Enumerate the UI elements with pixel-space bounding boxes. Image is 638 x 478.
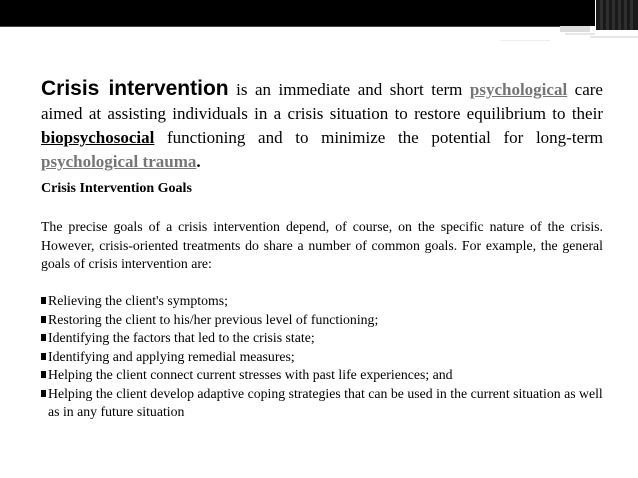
- lead-text-3: functioning and to minimize the potential for long-term: [154, 128, 603, 147]
- goals-intro: The precise goals of a crisis intervention depend, of course, on the specific nature of the crisis. However, crisis-oriented treatments do share a number of common goals. For example, the general goals of crisis intervention are:: [41, 219, 603, 271]
- intro-paragraph: [41, 77, 603, 174]
- list-item: Helping the client develop adaptive coping strategies that can be used in the current situation as well as in any future situation: [41, 385, 603, 422]
- lead-text-2: care aimed at assisting individuals in a crisis situation to restore equilibrium to their: [41, 80, 603, 123]
- list-item: Relieving the client's symptoms;: [41, 292, 603, 311]
- goals-list: [41, 292, 603, 422]
- link-biopsychosocial[interactable]: biopsychosocial: [41, 128, 155, 147]
- slide-heading: Crisis intervention: [41, 77, 229, 100]
- link-psychological[interactable]: psychological: [469, 80, 568, 99]
- list-item: Identifying the factors that led to the crisis state;: [41, 329, 603, 348]
- list-item: Restoring the client to his/her previous level of functioning;: [41, 311, 603, 330]
- header-decoration: [0, 0, 638, 44]
- lead-period: .: [196, 152, 201, 171]
- lead-text-1: is an immediate and short term: [228, 80, 470, 99]
- link-psychological-trauma[interactable]: psychological trauma: [41, 152, 197, 171]
- goals-title: Crisis Intervention Goals: [41, 181, 192, 196]
- list-item: Identifying and applying remedial measures;: [41, 348, 603, 367]
- list-item: Helping the client connect current stresses with past life experiences; and: [41, 366, 603, 385]
